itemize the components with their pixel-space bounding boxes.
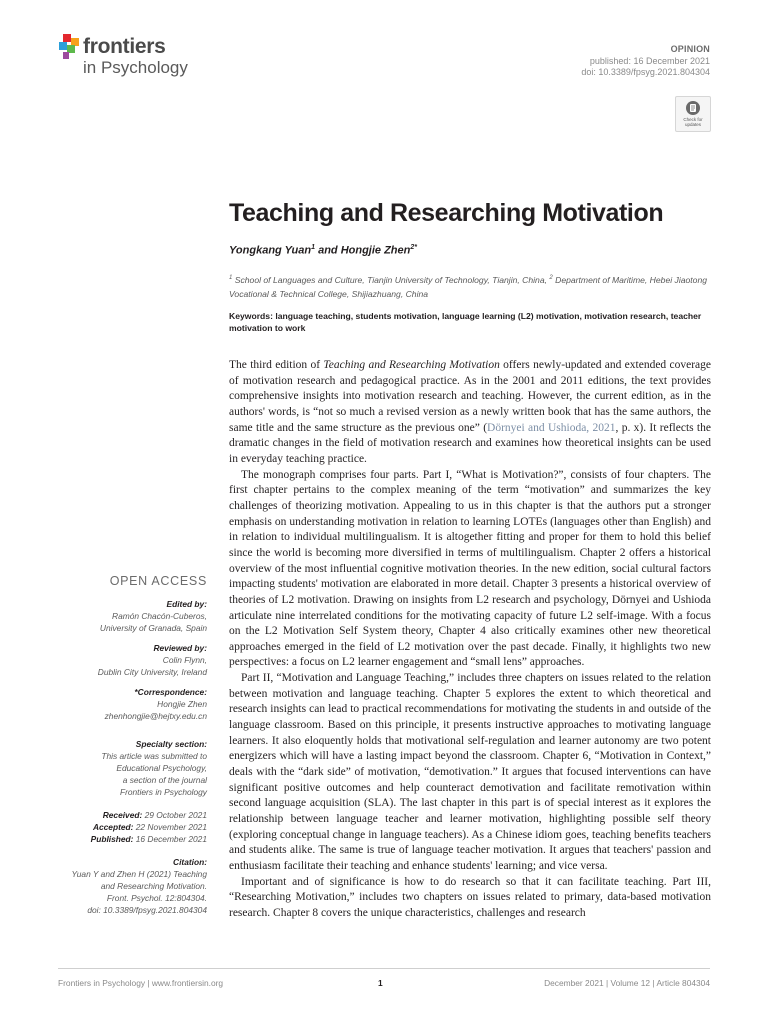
specialty-text: Frontiers in Psychology: [119, 787, 207, 797]
check-for-updates-button[interactable]: [675, 96, 711, 132]
citation-text: Front. Psychol. 12:804304.: [106, 893, 207, 903]
article-header-meta: [581, 44, 710, 79]
citation-label: Citation:: [173, 857, 207, 867]
keywords: Keywords: language teaching, students motivation, language learning (L2) motivation, motivation research, teacher motivation to work: [229, 311, 702, 333]
author-conjunction: and: [315, 244, 341, 257]
body-paragraph: Part II, “Motivation and Language Teaching,” includes three chapters on issues related to the relation between motivation and language teaching. Chapter 5 explores the extent to which theoretical and research insights can lead to practical recommendations for motivating the students in and outside of the language classroom. Based on this principle, it presents instructive approaches to motivating language learners. It also eloquently holds that motivational self-regulation and learner autonomy are two potent energizers which will have a lasting impact beyond the classroom. Chapter 6, “Motivation in Context,” deals with the “dark side” of motivation, “demotivation.” It argues that focused interventions can have significant positive outcomes and help counteract demotivation and facilitate remotivation within second language acquisition (SLA). The last chapter in this part is of special interest as it explores the relationship between language teacher and learner motivation, highlighting possible self theory (exploring conceptual change in language teachers). As a Chinese idiom goes, teaching benefits teachers and students alike. The same is true of language teacher motivation. It argues that teachers' passion and enthusiasm facilitate their teaching and enhance students' learning; and vice versa.: [229, 672, 711, 872]
published-date: published: 16 December 2021: [589, 55, 710, 66]
correspondence-name: Hongjie Zhen: [157, 699, 207, 709]
received-label: Received:: [102, 810, 143, 820]
received-value: 29 October 2021: [142, 810, 207, 820]
affiliation-text: Department of Maritime, Hebei Jiaotong Vocational & Technical College, Shijiazhuang, China: [229, 274, 708, 299]
logo-journal-text: in Psychology: [83, 58, 188, 77]
open-access-label: OPEN ACCESS: [109, 574, 207, 588]
author-affiliation-mark: 1: [311, 244, 316, 251]
citation-text: and Researching Motivation.: [100, 881, 207, 891]
editor-affiliation: University of Granada, Spain: [99, 623, 207, 633]
reviewed-by-label: Reviewed by:: [153, 643, 207, 653]
affiliation-mark: 1: [229, 275, 233, 281]
footer-journal-link[interactable]: Frontiers in Psychology | www.frontiersin.org: [58, 978, 224, 988]
specialty-text: Educational Psychology,: [116, 763, 207, 773]
book-title: Teaching and Researching Motivation: [323, 359, 500, 371]
published-date-sidebar: [58, 833, 207, 845]
affiliation-mark: 2: [549, 275, 553, 281]
author-list: [229, 244, 417, 257]
accepted-label: Accepted:: [92, 822, 134, 832]
accepted-value: 22 November 2021: [133, 822, 207, 832]
article-title: Teaching and Researching Motivation: [229, 199, 664, 227]
correspondence-label: *Correspondence:: [134, 687, 207, 697]
body-paragraph: [229, 358, 711, 468]
published-value: 16 December 2021: [133, 834, 207, 844]
author-name[interactable]: Hongjie Zhen: [340, 244, 411, 257]
specialty-text: This article was submitted to: [101, 751, 207, 761]
citation-link[interactable]: Dörnyei and Ushioda, 2021: [487, 421, 616, 434]
journal-logo[interactable]: [57, 32, 227, 82]
check-updates-label-1: Check for: [683, 117, 703, 122]
editor-name[interactable]: Ramón Chacón-Cuberos,: [112, 611, 207, 621]
reviewer-name[interactable]: Colin Flynn,: [162, 655, 207, 665]
correspondence-email-link[interactable]: zhenhongjie@hejtxy.edu.cn: [104, 711, 207, 721]
author-affiliation-mark: 2*: [410, 244, 417, 251]
footer-issue-info: December 2021 | Volume 12 | Article 804304: [544, 978, 710, 988]
specialty-text: a section of the journal: [122, 775, 207, 785]
published-label: Published:: [90, 834, 134, 844]
body-text-run: offers newly-updated and extended coverage of motivation research and pedagogical practice. As in the 2001 and 2011 editions, the text provides comprehensive insights into motivation research and teaching. However, the current edition, as in the authors' words, is “not so much a revised version as a newly written book that has the same authors, the same title and the same structure as the previous one” (: [229, 359, 711, 434]
logo-frontiers-text: frontiers: [83, 35, 166, 58]
frontiers-logo-icon: [57, 34, 81, 60]
doi-link[interactable]: doi: 10.3389/fpsyg.2021.804304: [581, 67, 710, 77]
citation-doi[interactable]: doi: 10.3389/fpsyg.2021.804304: [87, 905, 207, 915]
author-name[interactable]: Yongkang Yuan: [229, 244, 312, 257]
affiliations: [229, 271, 714, 301]
article-info-sidebar: [58, 574, 207, 916]
page-footer: [58, 968, 710, 993]
body-paragraph: The monograph comprises four parts. Part I, “What is Motivation?”, consists of four chapters. The first chapter pertains to the complex meaning of the term “motivation” and summarizes the key challenges of theorizing motivation. Appealing to us in this chapter is that the authors put a stronger emphasis on understanding motivation in relation to learning LOTEs (languages other than English) and in relation to individual multilingualism. It is altogether fitting and proper for them to hold this belief since the world is becoming more diversified in terms of multilingualism. Chapter 2 offers a historical overview of the most influential cognitive motivation theories. In the new edition, social cultural factors impacting students' motivation are elaborated in more detail. Chapter 3 presents a historical overview of theories of L2 motivation. Drawing on insights from L2 research and psychology, Dörnyei and Ushioda articulate nine interrelated conditions for the motivating capacity of future L2 self-image. With a focus on the L2 Motivation Self System theory, Chapter 4 also critically examines other new theoretical approaches emerged in the field of L2 motivation over the past decade. Finally, it highlights two new perspectives: a focus on L2 learner engagement and “small lens” approaches.: [229, 468, 711, 669]
body-text-run: , p. x). It reflects the dramatic changes in the field of motivation research and examines how theoretical insights can be used in everyday teaching practice.: [229, 421, 711, 465]
body-paragraph: Important and of significance is how to do research so that it can facilitate teaching. Part III, “Researching Motivation,” includes two chapters on issues related to primary, data-based motivation research. Chapter 8 covers the unique characteristics, challenges and research: [229, 875, 711, 919]
edited-by-label: Edited by:: [166, 599, 207, 609]
accepted-date: [58, 821, 207, 833]
check-updates-label-2: updates: [684, 122, 701, 127]
reviewer-affiliation: Dublin City University, Ireland: [97, 667, 207, 677]
affiliation-text: School of Languages and Culture, Tianjin University of Technology, Tianjin, China,: [232, 274, 550, 285]
article-body: [229, 358, 711, 922]
body-text-run: The third edition of: [229, 359, 324, 371]
page-number: 1: [378, 978, 383, 988]
received-date: [58, 809, 207, 821]
citation-text: Yuan Y and Zhen H (2021) Teaching: [71, 869, 207, 879]
specialty-section-label: Specialty section:: [135, 739, 207, 749]
article-type: OPINION: [670, 44, 710, 54]
